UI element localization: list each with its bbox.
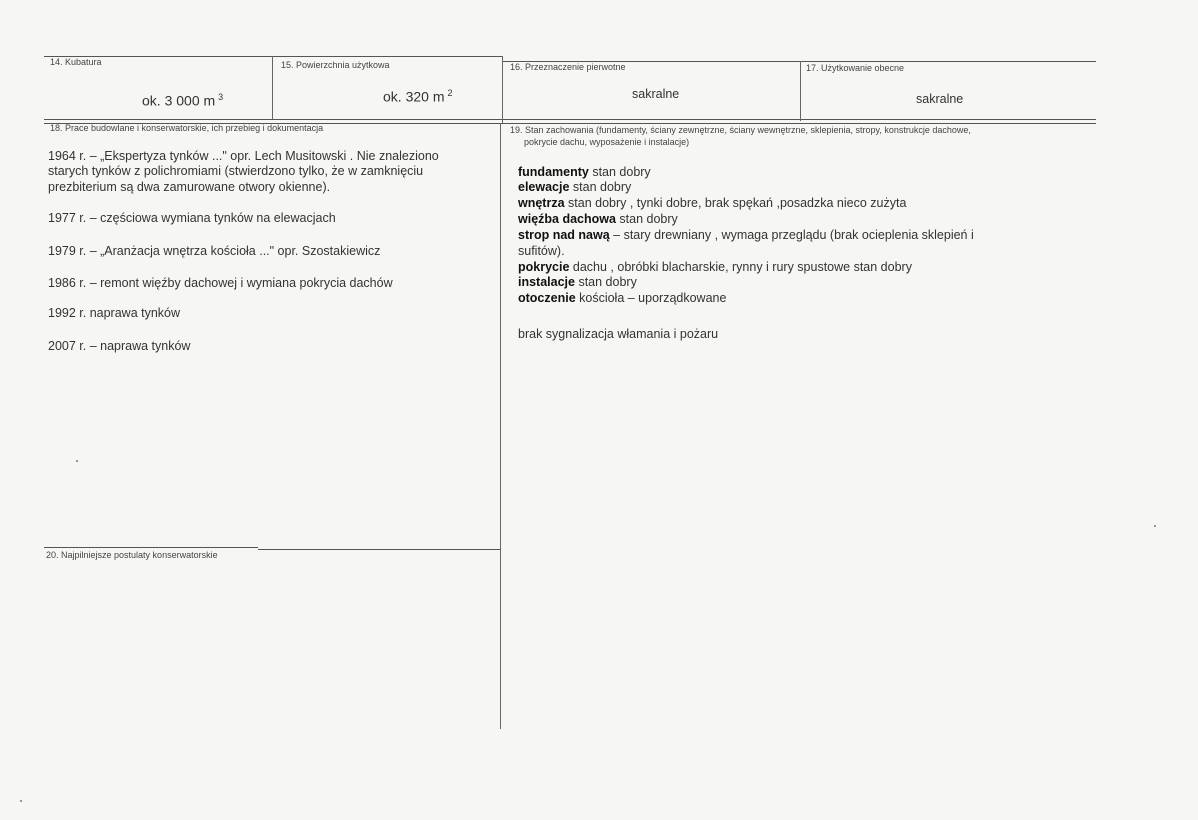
condition-term: elewacje bbox=[518, 180, 570, 194]
condition-item bbox=[518, 180, 631, 196]
field-14-value bbox=[142, 92, 223, 109]
condition-text: – stary drewniany , wymaga przeglądu (brak ocieplenia sklepień i bbox=[609, 228, 974, 242]
divider-15-16 bbox=[502, 56, 503, 123]
condition-note: brak sygnalizacja włamania i pożaru bbox=[518, 327, 719, 341]
condition-term: więźba dachowa bbox=[518, 212, 616, 226]
condition-text: stan dobry bbox=[574, 275, 637, 289]
area-unit-exponent: 2 bbox=[447, 88, 453, 98]
condition-item bbox=[518, 260, 912, 276]
field-17-label: 17. Użytkowanie obecne bbox=[806, 63, 905, 73]
condition-item bbox=[518, 291, 726, 307]
condition-text: stan dobry , tynki dobre, brak spękań ,posadzka nieco zużyta bbox=[564, 196, 907, 210]
row1-top-line bbox=[44, 56, 502, 57]
condition-term: pokrycie bbox=[518, 260, 570, 274]
field-18-label: 18. Prace budowlane i konserwatorskie, ich przebieg i dokumentacja bbox=[50, 123, 324, 133]
condition-term: fundamenty bbox=[518, 165, 589, 179]
work-entry-1964-line2: starych tynków z polichromiami (stwierdzono tylko, że w zamknięciu bbox=[48, 164, 424, 178]
condition-term: instalacje bbox=[518, 275, 575, 289]
field-14-label: 14. Kubatura bbox=[50, 57, 102, 67]
work-entry-1986: 1986 r. – remont więźby dachowej i wymiana pokrycia dachów bbox=[48, 276, 393, 290]
condition-term: wnętrza bbox=[518, 196, 565, 210]
main-column-divider bbox=[500, 123, 501, 729]
area-value: ok. 320 m bbox=[383, 88, 445, 105]
section-20-top-line-left bbox=[44, 547, 258, 548]
work-entry-1964-line3: prezbiterium są dwa zamurowane otwory okienne). bbox=[48, 180, 331, 194]
condition-item bbox=[518, 244, 565, 260]
condition-text: stan dobry bbox=[569, 180, 632, 194]
work-entry-2007: 2007 r. – naprawa tynków bbox=[48, 339, 191, 353]
condition-item bbox=[518, 212, 678, 228]
field-15-value bbox=[383, 88, 453, 105]
condition-text: stan dobry bbox=[615, 212, 678, 226]
scan-speck bbox=[1154, 525, 1156, 527]
condition-text: stan dobry bbox=[588, 165, 651, 179]
divider-16-17 bbox=[800, 61, 801, 121]
section-20-top-line bbox=[258, 549, 500, 550]
condition-text: dachu , obróbki blacharskie, rynny i rury spustowe stan dobry bbox=[569, 260, 912, 274]
condition-text: kościoła – uporządkowane bbox=[575, 291, 727, 305]
field-19-label-line1: 19. Stan zachowania (fundamenty, ściany zewnętrzne, ściany wewnętrzne, sklepienia, stropy, konstrukcje dachowe, bbox=[510, 125, 971, 135]
condition-item bbox=[518, 228, 974, 244]
work-entry-1977: 1977 r. – częściowa wymiana tynków na elewacjach bbox=[48, 211, 336, 225]
work-entry-1979: 1979 r. – „Aranżacja wnętrza kościoła ..." opr. Szostakiewicz bbox=[48, 244, 381, 258]
condition-item bbox=[518, 165, 651, 181]
work-entry-1992: 1992 r. naprawa tynków bbox=[48, 306, 181, 320]
field-17-value: sakralne bbox=[916, 92, 964, 106]
volume-value: ok. 3 000 m bbox=[142, 92, 216, 109]
field-19-label-line2: pokrycie dachu, wyposażenie i instalacje) bbox=[524, 137, 690, 147]
condition-term: otoczenie bbox=[518, 291, 576, 305]
field-15-label: 15. Powierzchnia użytkowa bbox=[281, 60, 390, 70]
condition-item bbox=[518, 275, 637, 291]
volume-unit-exponent: 3 bbox=[218, 92, 224, 102]
scan-speck bbox=[76, 460, 78, 462]
condition-text: sufitów). bbox=[518, 244, 565, 258]
work-entry-1964-line1: 1964 r. – „Ekspertyza tynków ..." opr. Lech Musitowski . Nie znaleziono bbox=[48, 149, 439, 163]
field-16-value: sakralne bbox=[632, 87, 680, 101]
row1-bottom-line bbox=[44, 119, 1096, 120]
field-16-label: 16. Przeznaczenie pierwotne bbox=[510, 62, 626, 72]
condition-item bbox=[518, 196, 906, 212]
condition-term: strop nad nawą bbox=[518, 228, 610, 242]
divider-14-15 bbox=[272, 56, 273, 119]
scan-speck bbox=[20, 800, 22, 802]
field-20-label: 20. Najpilniejsze postulaty konserwatorskie bbox=[46, 550, 218, 560]
